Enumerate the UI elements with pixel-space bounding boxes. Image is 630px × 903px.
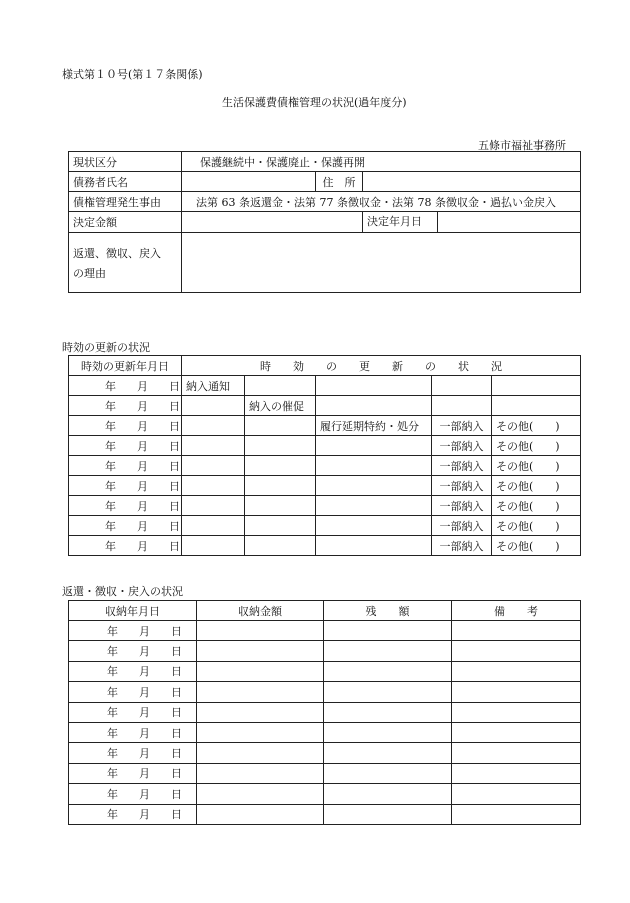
payment-row [69, 722, 581, 742]
month-unit: 月 [139, 767, 150, 781]
day-unit: 日 [169, 459, 180, 473]
year-unit: 年 [105, 519, 116, 533]
payment-notice-cell[interactable] [182, 436, 245, 456]
other-cell[interactable]: その他( ) [492, 496, 581, 516]
day-unit: 日 [169, 419, 180, 433]
demand-cell[interactable] [245, 496, 316, 516]
date-cell[interactable] [69, 496, 182, 516]
payment-amount-cell[interactable] [197, 743, 324, 763]
balance-cell[interactable] [324, 702, 452, 722]
other-cell[interactable] [492, 396, 581, 416]
month-unit: 月 [139, 665, 150, 679]
day-unit: 日 [171, 787, 182, 801]
demand-cell[interactable] [245, 536, 316, 556]
other-cell[interactable]: その他( ) [492, 456, 581, 476]
cause-label: 債権管理発生事由 [69, 192, 182, 212]
decided-amount-field[interactable] [182, 212, 363, 233]
day-unit: 日 [171, 808, 182, 822]
year-unit: 年 [105, 539, 116, 553]
remarks-cell[interactable] [452, 763, 581, 783]
prescription-row [69, 396, 581, 416]
partial-payment-cell[interactable]: 一部納入 [432, 416, 492, 436]
status-value[interactable]: 保護継続中・保護廃止・保護再開 [182, 152, 581, 172]
other-cell[interactable] [492, 376, 581, 396]
payment-amount-header: 収納金額 [197, 601, 324, 621]
demand-cell[interactable] [245, 456, 316, 476]
day-unit: 日 [169, 379, 180, 393]
day-unit: 日 [171, 706, 182, 720]
balance-cell[interactable] [324, 722, 452, 742]
payment-amount-cell[interactable] [197, 621, 324, 641]
year-unit: 年 [107, 808, 118, 822]
balance-cell[interactable] [324, 641, 452, 661]
demand-cell[interactable] [245, 376, 316, 396]
deferral-cell[interactable] [316, 496, 432, 516]
remarks-cell[interactable] [452, 682, 581, 702]
remarks-cell[interactable] [452, 722, 581, 742]
month-unit: 月 [137, 479, 148, 493]
payment-row [69, 682, 581, 702]
remarks-cell[interactable] [452, 661, 581, 681]
address-field[interactable] [363, 172, 581, 192]
payment-notice-cell[interactable] [182, 476, 245, 496]
remarks-cell[interactable] [452, 743, 581, 763]
day-unit: 日 [169, 479, 180, 493]
demand-cell[interactable] [245, 476, 316, 496]
day-unit: 日 [169, 519, 180, 533]
date-cell[interactable] [69, 763, 197, 783]
year-unit: 年 [107, 726, 118, 740]
year-unit: 年 [105, 419, 116, 433]
month-unit: 月 [137, 519, 148, 533]
payment-notice-cell[interactable] [182, 516, 245, 536]
deferral-cell[interactable] [316, 436, 432, 456]
balance-cell[interactable] [324, 682, 452, 702]
payment-date-header: 収納年月日 [69, 601, 197, 621]
payment-amount-cell[interactable] [197, 784, 324, 804]
balance-cell[interactable] [324, 784, 452, 804]
balance-header: 残 額 [324, 601, 452, 621]
payment-notice-cell[interactable] [182, 536, 245, 556]
day-unit: 日 [169, 399, 180, 413]
month-unit: 月 [139, 787, 150, 801]
partial-payment-cell[interactable]: 一部納入 [432, 496, 492, 516]
month-unit: 月 [139, 706, 150, 720]
month-unit: 月 [137, 399, 148, 413]
partial-payment-cell[interactable] [432, 376, 492, 396]
reason-field[interactable] [182, 233, 581, 293]
address-label: 住 所 [316, 172, 363, 192]
remarks-header: 備 考 [452, 601, 581, 621]
other-cell[interactable]: その他( ) [492, 416, 581, 436]
year-unit: 年 [105, 499, 116, 513]
deferral-cell[interactable] [316, 516, 432, 536]
balance-cell[interactable] [324, 763, 452, 783]
remarks-cell[interactable] [452, 804, 581, 824]
debtor-name-field[interactable] [182, 172, 316, 192]
year-unit: 年 [105, 479, 116, 493]
prescription-row [69, 476, 581, 496]
partial-payment-cell[interactable]: 一部納入 [432, 536, 492, 556]
balance-cell[interactable] [324, 661, 452, 681]
remarks-cell[interactable] [452, 641, 581, 661]
date-cell[interactable] [69, 376, 182, 396]
day-unit: 日 [171, 685, 182, 699]
debtor-name-label: 債務者氏名 [69, 172, 182, 192]
partial-payment-cell[interactable]: 一部納入 [432, 436, 492, 456]
balance-cell[interactable] [324, 743, 452, 763]
year-unit: 年 [105, 439, 116, 453]
month-unit: 月 [137, 379, 148, 393]
prescription-date-header: 時効の更新年月日 [69, 356, 182, 376]
partial-payment-cell[interactable]: 一部納入 [432, 516, 492, 536]
remarks-cell[interactable] [452, 702, 581, 722]
other-cell[interactable]: その他( ) [492, 536, 581, 556]
month-unit: 月 [139, 726, 150, 740]
date-cell[interactable] [69, 702, 197, 722]
other-cell[interactable]: その他( ) [492, 476, 581, 496]
payment-row [69, 743, 581, 763]
prescription-row [69, 496, 581, 516]
document-title: 生活保護費債権管理の状況(過年度分) [222, 96, 407, 109]
deferral-cell[interactable] [316, 456, 432, 476]
day-unit: 日 [169, 439, 180, 453]
payment-amount-cell[interactable] [197, 722, 324, 742]
month-unit: 月 [137, 459, 148, 473]
date-cell[interactable] [69, 641, 197, 661]
prescription-row [69, 416, 581, 436]
demand-cell[interactable] [245, 416, 316, 436]
remarks-cell[interactable] [452, 784, 581, 804]
status-label: 現状区分 [69, 152, 182, 172]
payments-section-title: 返還・徴収・戻入の状況 [62, 585, 183, 598]
deferral-cell[interactable] [316, 376, 432, 396]
prescription-row [69, 436, 581, 456]
date-cell[interactable] [69, 536, 182, 556]
other-cell[interactable]: その他( ) [492, 436, 581, 456]
balance-cell[interactable] [324, 804, 452, 824]
partial-payment-cell[interactable]: 一部納入 [432, 456, 492, 476]
month-unit: 月 [137, 539, 148, 553]
prescription-section-title: 時効の更新の状況 [62, 341, 150, 354]
year-unit: 年 [107, 767, 118, 781]
date-cell[interactable] [69, 661, 197, 681]
month-unit: 月 [137, 499, 148, 513]
reason-label-line2: の理由 [73, 267, 106, 280]
day-unit: 日 [171, 726, 182, 740]
day-unit: 日 [169, 499, 180, 513]
payment-amount-cell[interactable] [197, 661, 324, 681]
debt-info-table [68, 151, 581, 293]
date-cell[interactable] [69, 682, 197, 702]
payment-row [69, 784, 581, 804]
payment-row [69, 804, 581, 824]
payment-amount-cell[interactable] [197, 804, 324, 824]
date-cell[interactable] [69, 456, 182, 476]
date-cell[interactable] [69, 722, 197, 742]
remarks-cell[interactable] [452, 621, 581, 641]
deferral-cell[interactable] [316, 476, 432, 496]
demand-cell[interactable]: 納入の催促 [245, 396, 316, 416]
date-cell[interactable] [69, 396, 182, 416]
prescription-row [69, 456, 581, 476]
day-unit: 日 [171, 645, 182, 659]
month-unit: 月 [139, 685, 150, 699]
payment-row [69, 621, 581, 641]
year-unit: 年 [107, 747, 118, 761]
payment-row [69, 661, 581, 681]
year-unit: 年 [107, 685, 118, 699]
day-unit: 日 [171, 624, 182, 638]
other-cell[interactable]: その他( ) [492, 516, 581, 536]
payment-amount-cell[interactable] [197, 641, 324, 661]
year-unit: 年 [105, 399, 116, 413]
month-unit: 月 [139, 645, 150, 659]
deferral-cell[interactable] [316, 396, 432, 416]
month-unit: 月 [137, 419, 148, 433]
month-unit: 月 [139, 747, 150, 761]
partial-payment-cell[interactable]: 一部納入 [432, 476, 492, 496]
day-unit: 日 [171, 767, 182, 781]
prescription-table [68, 355, 581, 556]
deferral-cell[interactable] [316, 536, 432, 556]
payment-notice-cell[interactable] [182, 396, 245, 416]
payment-notice-cell[interactable] [182, 416, 245, 436]
year-unit: 年 [107, 645, 118, 659]
payment-row [69, 641, 581, 661]
demand-cell[interactable] [245, 436, 316, 456]
payment-amount-cell[interactable] [197, 763, 324, 783]
date-cell[interactable] [69, 476, 182, 496]
payment-row [69, 702, 581, 722]
office-name: 五條市福祉事務所 [478, 139, 566, 152]
form-number: 様式第１０号(第１７条関係) [62, 68, 203, 81]
date-cell[interactable] [69, 784, 197, 804]
month-unit: 月 [139, 624, 150, 638]
year-unit: 年 [107, 706, 118, 720]
year-unit: 年 [107, 665, 118, 679]
payment-notice-cell[interactable]: 納入通知 [182, 376, 245, 396]
month-unit: 月 [139, 808, 150, 822]
prescription-row [69, 516, 581, 536]
partial-payment-cell[interactable] [432, 396, 492, 416]
year-unit: 年 [107, 787, 118, 801]
payments-table [68, 600, 581, 825]
payment-row [69, 763, 581, 783]
payment-amount-cell[interactable] [197, 702, 324, 722]
decided-amount-label: 決定金額 [69, 212, 182, 233]
date-cell[interactable] [69, 621, 197, 641]
prescription-status-header: 時 効 の 更 新 の 状 況 [182, 356, 581, 376]
date-cell[interactable] [69, 436, 182, 456]
date-cell[interactable] [69, 743, 197, 763]
date-cell[interactable] [69, 804, 197, 824]
payment-amount-cell[interactable] [197, 682, 324, 702]
month-unit: 月 [137, 439, 148, 453]
deferral-cell[interactable]: 履行延期特約・処分 [316, 416, 432, 436]
year-unit: 年 [105, 379, 116, 393]
prescription-row [69, 376, 581, 396]
day-unit: 日 [171, 747, 182, 761]
prescription-row [69, 536, 581, 556]
payment-notice-cell[interactable] [182, 456, 245, 476]
date-cell[interactable] [69, 416, 182, 436]
year-unit: 年 [105, 459, 116, 473]
day-unit: 日 [169, 539, 180, 553]
reason-label [69, 233, 182, 293]
year-unit: 年 [107, 624, 118, 638]
day-unit: 日 [171, 665, 182, 679]
demand-cell[interactable] [245, 516, 316, 536]
balance-cell[interactable] [324, 621, 452, 641]
cause-value[interactable]: 法第 63 条返還金・法第 77 条徴収金・法第 78 条徴収金・過払い金戻入 [182, 192, 581, 212]
decision-date-label: 決定年月日 [363, 212, 438, 232]
payment-notice-cell[interactable] [182, 496, 245, 516]
date-cell[interactable] [69, 516, 182, 536]
reason-label-line1: 返還、徴収、戻入 [73, 247, 161, 260]
